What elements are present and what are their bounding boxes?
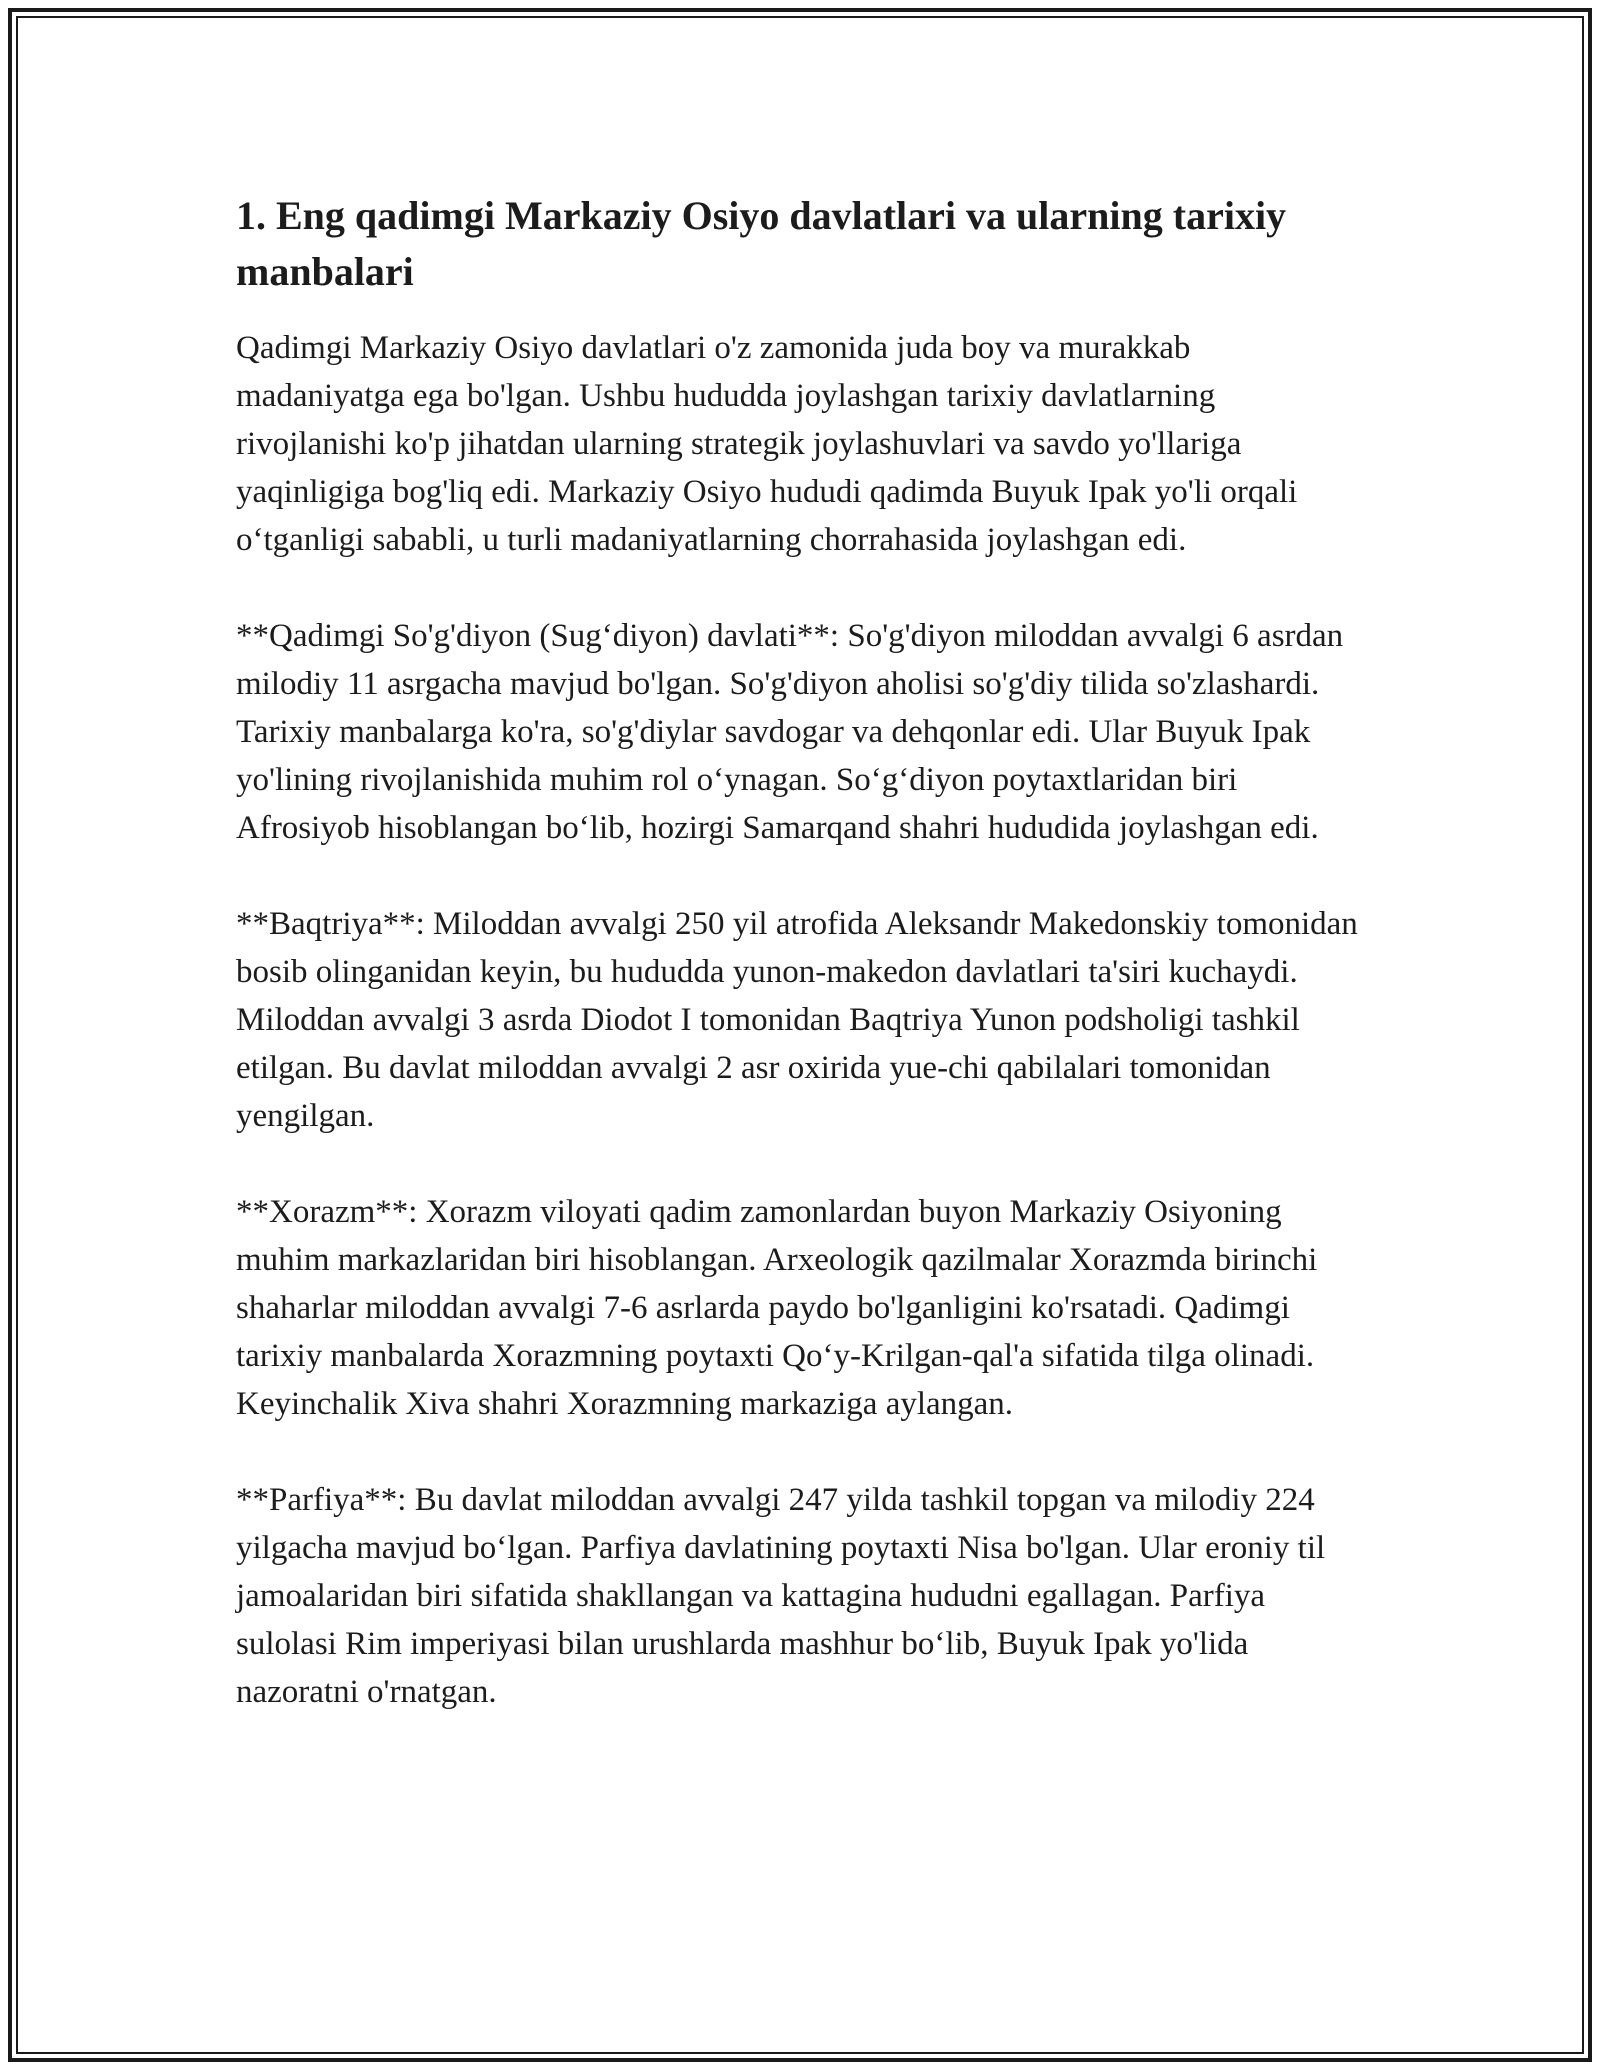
document-title: 1. Eng qadimgi Markaziy Osiyo davlatlari va ularning tarixiy manbalari (236, 193, 1287, 294)
paragraph-intro: Qadimgi Markaziy Osiyo davlatlari o'z zamonida juda boy va murakkab madaniyatga ega bo'lgan. Ushbu hududda joylashgan tarixiy davlatlarning rivojlanishi ko'p jihatdan ularning strategik joylashuvlari va savdo yo'llariga yaqinligiga bog'liq edi. Markaziy Osiyo hududi qadimda Buyuk Ipak yo'li orqali o‘tganligi sababli, u turli madaniyatlarning chorrahasida joylashgan edi. (236, 330, 1298, 558)
paragraph-bactria: **Baqtriya**: Miloddan avvalgi 250 yil atrofida Aleksandr Makedonskiy tomonidan bosib olinganidan keyin, bu hududda yunon-makedon davlatlari ta'siri kuchaydi. Miloddan avvalgi 3 asrda Diodot I tomonidan Baqtriya Yunon podsholigi tashkil etilgan. Bu davlat miloddan avvalgi 2 asr oxirida yue-chi qabilalari tomonidan yengilgan. (236, 906, 1358, 1134)
paragraph-sogdiana: **Qadimgi So'g'diyon (Sug‘diyon) davlati**: So'g'diyon miloddan avvalgi 6 asrdan milodiy 11 asrgacha mavjud bo'lgan. So'g'diyon aholisi so'g'diy tilida so'zlashardi. Tarixiy manbalarga ko'ra, so'g'diylar savdogar va dehqonlar edi. Ular Buyuk Ipak yo'lining rivojlanishida muhim rol o‘ynagan. So‘g‘diyon poytaxtlaridan biri Afrosiyob hisoblangan bo‘lib, hozirgi Samarqand shahri hududida joylashgan edi. (236, 618, 1344, 846)
paragraph-khorezm: **Xorazm**: Xorazm viloyati qadim zamonlardan buyon Markaziy Osiyoning muhim markazlaridan biri hisoblangan. Arxeologik qazilmalar Xorazmda birinchi shaharlar miloddan avvalgi 7-6 asrlarda paydo bo'lganligini ko'rsatadi. Qadimgi tarixiy manbalarda Xorazmning poytaxti Qo‘y-Krilgan-qal'a sifatida tilga olinadi. Keyinchalik Xiva shahri Xorazmning markaziga aylangan. (236, 1194, 1318, 1422)
document-body (236, 188, 1366, 1764)
paragraph-parthia: **Parfiya**: Bu davlat miloddan avvalgi 247 yilda tashkil topgan va milodiy 224 yilgacha mavjud bo‘lgan. Parfiya davlatining poytaxti Nisa bo'lgan. Ular eroniy til jamoalaridan biri sifatida shakllangan va kattagina hududni egallagan. Parfiya sulolasi Rim imperiyasi bilan urushlarda mashhur bo‘lib, Buyuk Ipak yo'lida nazoratni o'rnatgan. (236, 1482, 1326, 1710)
